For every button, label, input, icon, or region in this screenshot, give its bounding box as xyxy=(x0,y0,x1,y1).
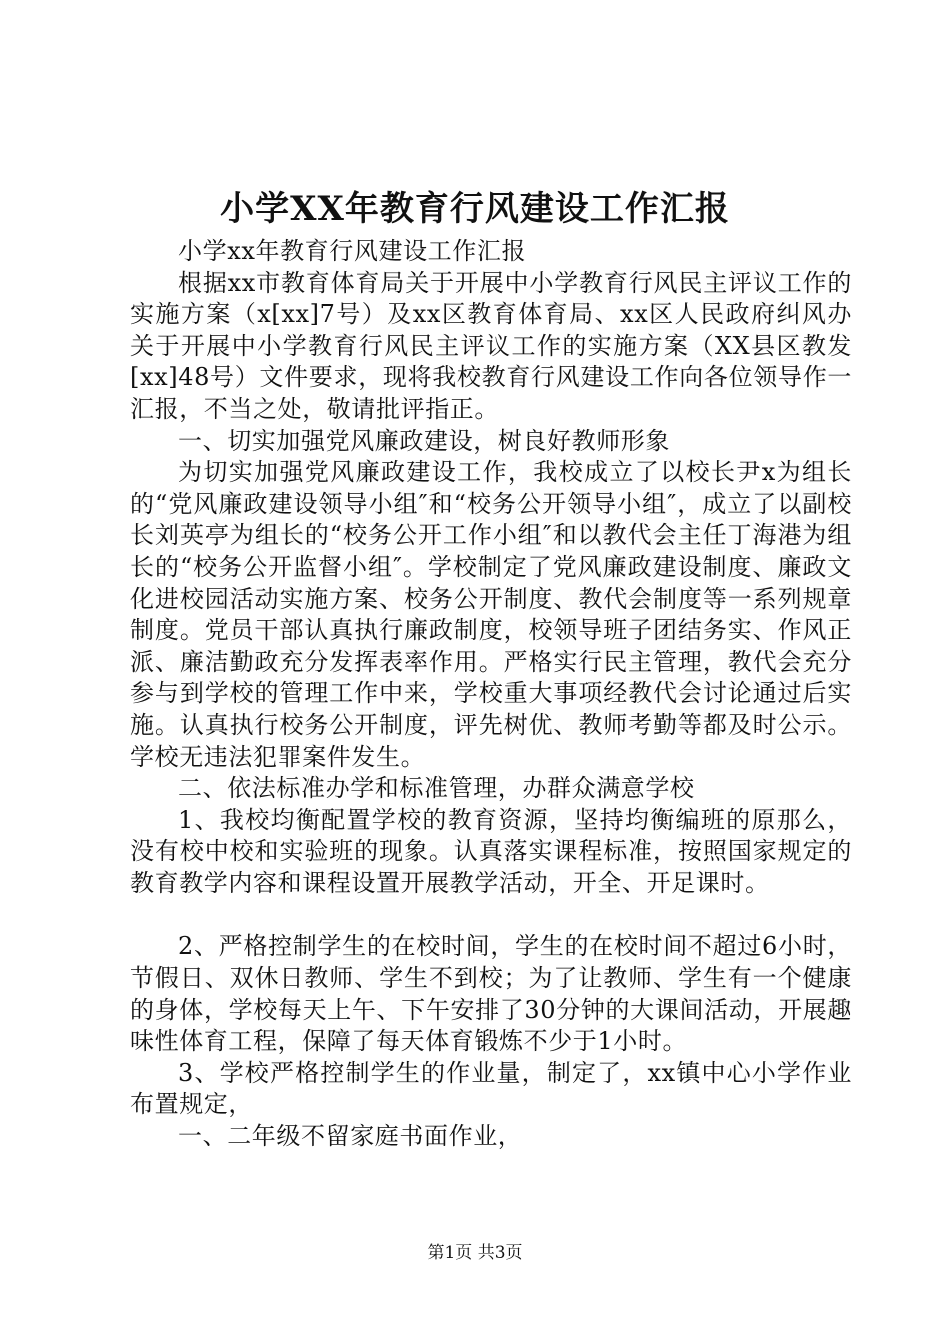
document-title: 小学XX年教育行风建设工作汇报 xyxy=(220,189,730,229)
section-heading-1: 一、切实加强党风廉政建设，树良好教师形象 xyxy=(178,426,670,455)
paragraph-section-1: 为切实加强党风廉政建设工作，我校成立了以校长尹x为组长的“党风廉政建设领导小组″和“校务公开领导小组″，成立了以副校长刘英亭为组长的“校务公开工作小组″和以教代会主任丁海港为组长的“校务公开监督小组″。学校制定了党风廉政建设制度、廉政文化进校园活动实施方案、校务公开制度、教代会制度等一系列规章制度。党员干部认真执行廉政制度，校领导班子团结务实、作风正派、廉洁勤政充分发挥表率作用。严格实行民主管理，教代会充分参与到学校的管理工作中来，学校重大事项经教代会讨论通过后实施。认真执行校务公开制度，评先树优、教师考勤等都及时公示。学校无违法犯罪案件发生。 xyxy=(130,458,852,771)
paragraph-item-3: 3、学校严格控制学生的作业量，制定了，xx镇中心小学作业布置规定， xyxy=(130,1058,852,1119)
paragraph-subtitle: 小学xx年教育行风建设工作汇报 xyxy=(178,237,527,265)
section-heading-2: 二、依法标准办学和标准管理，办群众满意学校 xyxy=(178,774,695,803)
page-footer: 第1页 共3页 xyxy=(427,1243,523,1263)
paragraph-item-2: 2、严格控制学生的在校时间，学生的在校时间不超过6小时，节假日、双休日教师、学生不到校；为了让教师、学生有一个健康的身体，学校每天上午、下午安排了30分钟的大课间活动，开展趣味性体育工程，保障了每天体育锻炼不少于1小时。 xyxy=(130,932,852,1056)
document-body xyxy=(130,236,852,1153)
paragraph-item-3-sub: 一、二年级不留家庭书面作业， xyxy=(178,1122,523,1151)
paragraph-item-1: 1、我校均衡配置学校的教育资源，坚持均衡编班的原那么，没有校中校和实验班的现象。认真落实课程标准，按照国家规定的教育教学内容和课程设置开展教学活动，开全、开足课时。 xyxy=(130,805,852,897)
paragraph-intro: 根据xx市教育体育局关于开展中小学教育行风民主评议工作的实施方案（x[xx]7号）及xx区教育体育局、xx区人民政府纠风办关于开展中小学教育行风民主评议工作的实施方案（XX县区教发[xx]48号）文件要求，现将我校教育行风建设工作向各位领导作一汇报，不当之处，敬请批评指正。 xyxy=(130,268,852,423)
